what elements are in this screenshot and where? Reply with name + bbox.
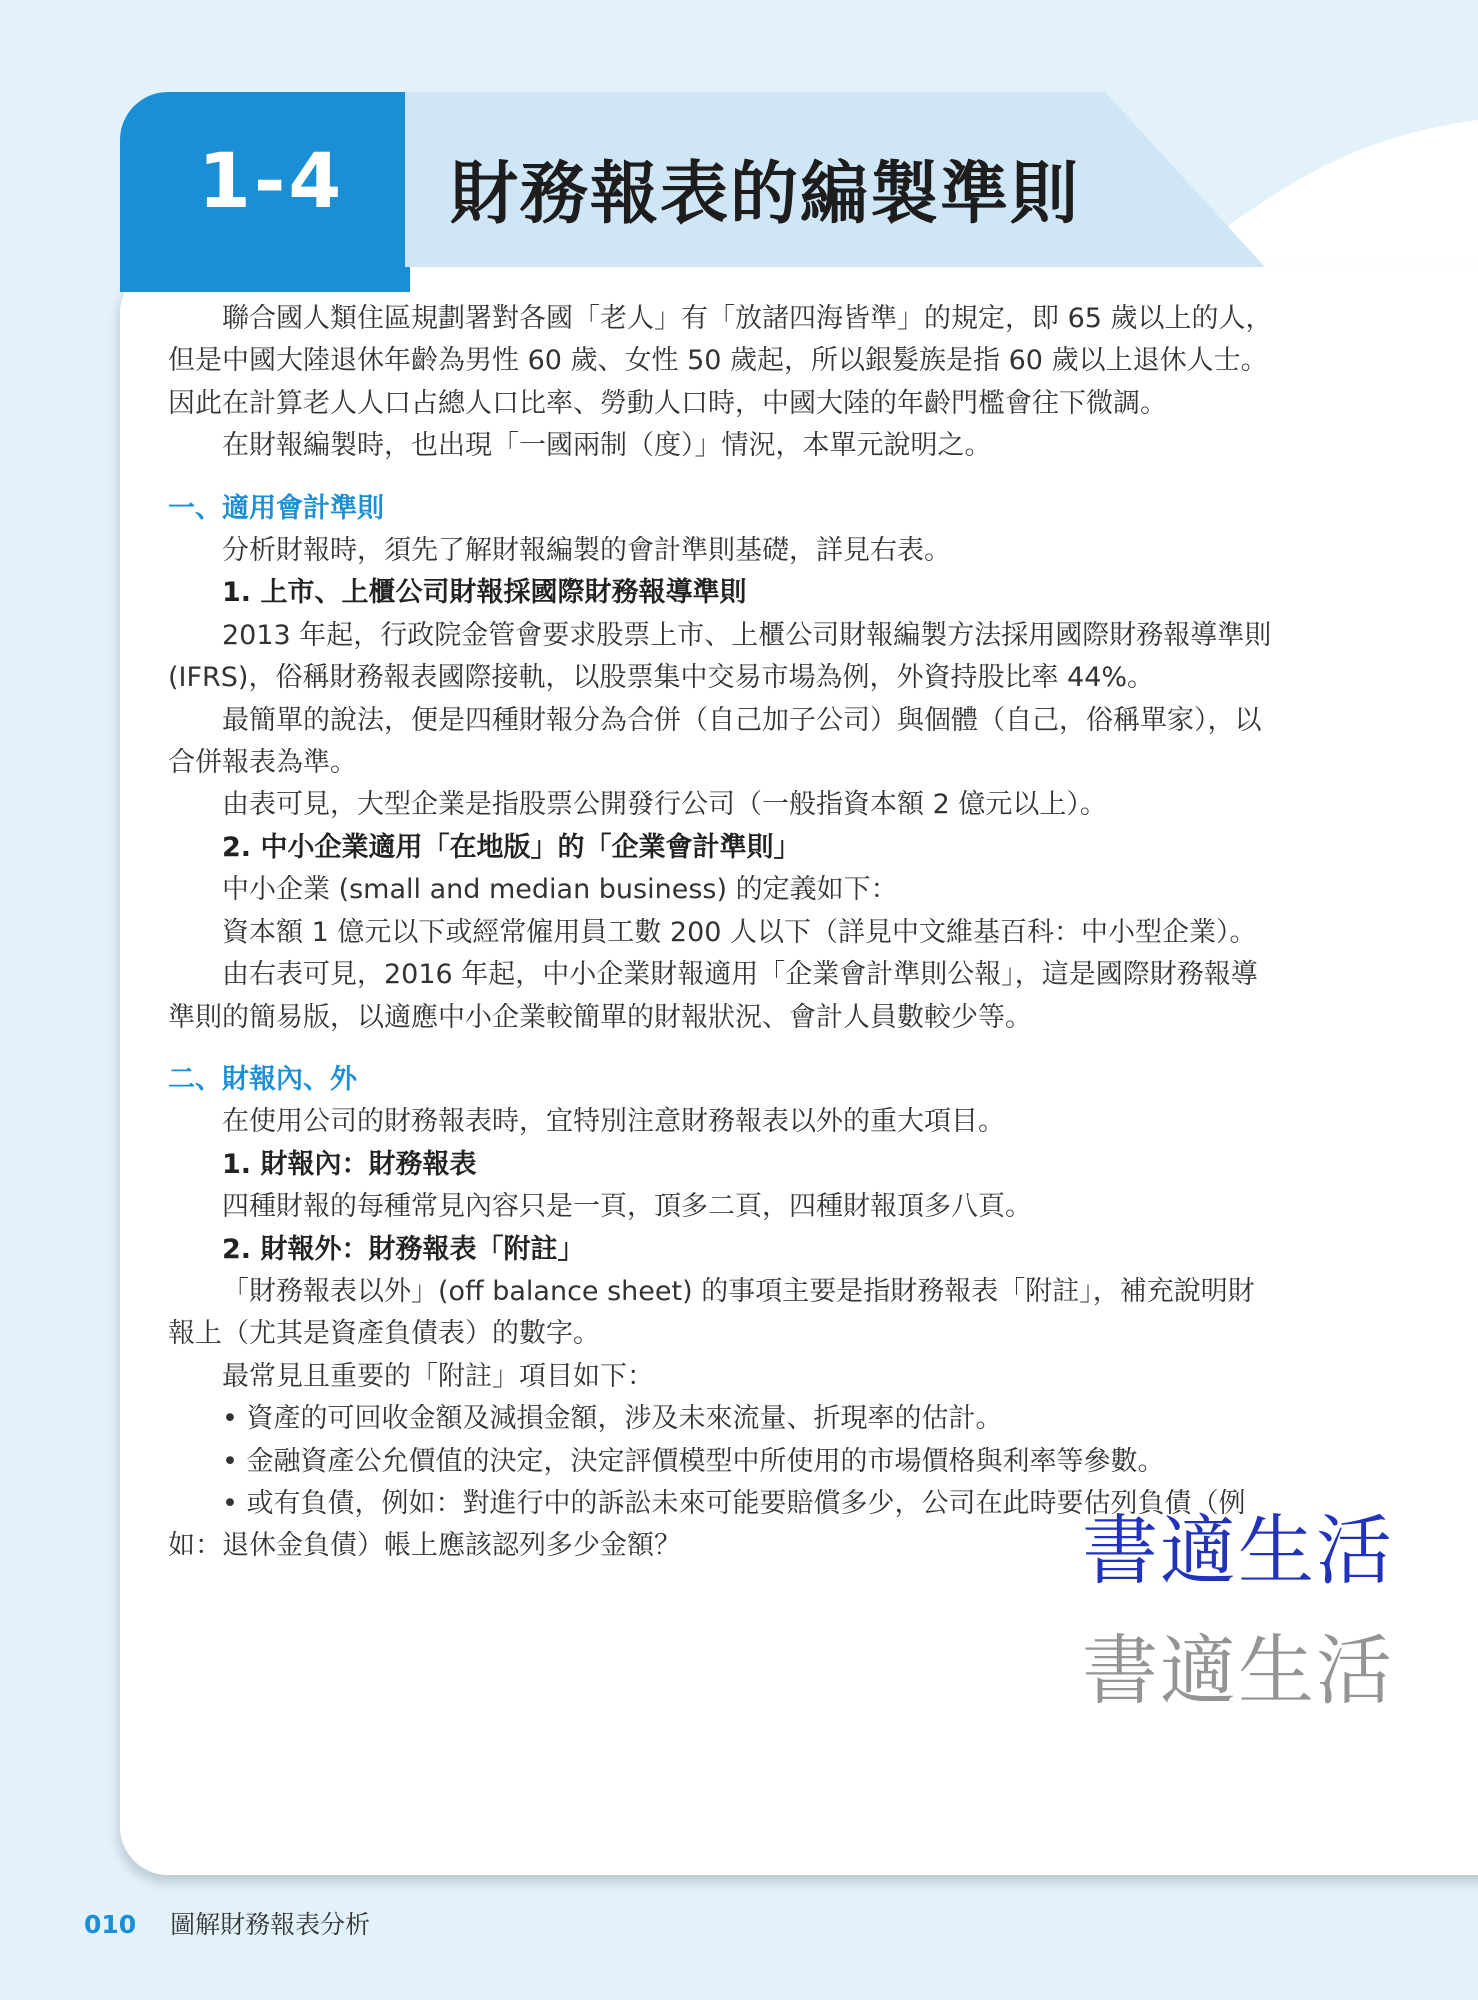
paragraph: 聯合國人類住區規劃署對各國「老人」有「放諸四海皆準」的規定，即 65 歲以上的人，但是中國大陸退休年齡為男性 60 歲、女性 50 歲起，所以銀髮族是指 60 歲以上退休人士。因此在計算老人人口占總人口比率、勞動人口時，中國大陸的年齡門檻會往下微調。 — [168, 303, 1273, 419]
paragraph: 分析財報時，須先了解財報編製的會計準則基礎，詳見右表。 — [222, 535, 951, 567]
section-heading: 二、財報內、外 — [168, 1063, 357, 1095]
section-title: 財務報表的編製準則 — [450, 155, 1081, 234]
subheading: 2. 中小企業適用「在地版」的「企業會計準則」 — [222, 831, 801, 863]
article-body — [168, 298, 1278, 1568]
section-number-tab — [120, 92, 410, 292]
page-footer — [84, 1905, 370, 1941]
paragraph: 中小企業 (small and median business) 的定義如下： — [222, 874, 898, 906]
paragraph: 「財務報表以外」(off balance sheet) 的事項主要是指財務報表「附註」，補充說明財報上（尤其是資產負債表）的數字。 — [168, 1275, 1255, 1350]
paragraph: 資本額 1 億元以下或經常僱用員工數 200 人以下（詳見中文維基百科：中小型企業）。 — [222, 916, 1257, 948]
watermark-gray: 書適生活 — [1082, 1626, 1394, 1715]
bullet-item: • 或有負債，例如：對進行中的訴訟未來可能要賠償多少，公司在此時要估列負債（例如：退休金負債）帳上應該認列多少金額？ — [168, 1487, 1246, 1562]
subheading: 2. 財報外：財務報表「附註」 — [222, 1233, 585, 1265]
paragraph: 四種財報的每種常見內容只是一頁，頂多二頁，四種財報頂多八頁。 — [222, 1191, 1032, 1223]
section-number: 1-4 — [198, 136, 345, 225]
paragraph: 由表可見，大型企業是指股票公開發行公司（一般指資本額 2 億元以上）。 — [222, 789, 1107, 821]
subheading: 1. 上市、上櫃公司財報採國際財務報導準則 — [222, 577, 747, 609]
paragraph: 在財報編製時，也出現「一國兩制（度）」情況，本單元說明之。 — [222, 430, 992, 462]
watermark-blue: 書適生活 — [1082, 1506, 1394, 1595]
bullet-item: • 資產的可回收金額及減損金額，涉及未來流量、折現率的估計。 — [222, 1403, 1003, 1435]
paragraph: 最常見且重要的「附註」項目如下： — [222, 1360, 654, 1392]
bullet-item: • 金融資產公允價值的決定，決定評價模型中所使用的市場價格與利率等參數。 — [222, 1445, 1165, 1477]
page-number: 010 — [84, 1910, 137, 1939]
subheading: 1. 財報內：財務報表 — [222, 1148, 477, 1180]
paragraph: 在使用公司的財務報表時，宜特別注意財務報表以外的重大項目。 — [222, 1106, 1005, 1138]
book-title: 圖解財務報表分析 — [170, 1910, 371, 1939]
section-heading: 一、適用會計準則 — [168, 492, 384, 524]
section-title-bar — [405, 92, 1265, 267]
paragraph: 2013 年起，行政院金管會要求股票上市、上櫃公司財報編製方法採用國際財務報導準則 (IFRS)，俗稱財務報表國際接軌，以股票集中交易市場為例，外資持股比率 44%。 — [168, 619, 1272, 694]
paragraph: 最簡單的說法，便是四種財報分為合併（自己加子公司）與個體（自己，俗稱單家），以合併報表為準。 — [168, 704, 1262, 779]
paragraph: 由右表可見，2016 年起，中小企業財報適用「企業會計準則公報」，這是國際財務報導準則的簡易版，以適應中小企業較簡單的財報狀況、會計人員數較少等。 — [168, 959, 1258, 1033]
